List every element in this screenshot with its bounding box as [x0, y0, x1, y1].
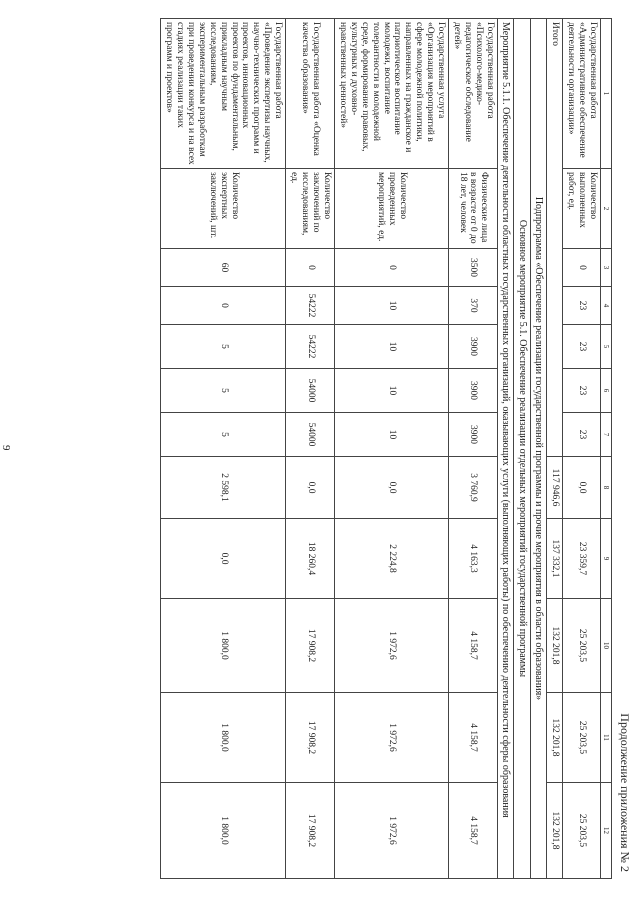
- value-cell: 23: [563, 325, 601, 369]
- value-cell: 54000: [286, 413, 335, 457]
- value-cell: 17 908,2: [286, 599, 335, 693]
- column-number: 12: [601, 783, 612, 879]
- value-cell: 5: [161, 369, 286, 413]
- value-cell: 0,0: [563, 457, 601, 519]
- table-row: [286, 19, 335, 879]
- column-number: 11: [601, 693, 612, 783]
- value-cell: 17 908,2: [286, 693, 335, 783]
- total-value: 132 201,8: [547, 693, 563, 783]
- value-cell: 5: [161, 413, 286, 457]
- section-heading: Мероприятие 5.1.1. Обеспечение деятельности областных государственных организаций, оказывающих услуги (выполняющих работы) по обеспечению деятельности сферы образования: [497, 19, 514, 879]
- value-cell: 4 158,7: [449, 599, 498, 693]
- total-value: 117 946,6: [547, 457, 563, 519]
- value-cell: 1 800,0: [161, 599, 286, 693]
- indicator: Физические лица в возрасте от 0 до 18 лет, человек: [449, 169, 498, 249]
- table-row: [547, 19, 563, 879]
- section-heading: Подпрограмма «Обеспечение реализации государственной программы и прочие мероприятия в области образования»: [530, 19, 547, 879]
- value-cell: 5: [161, 325, 286, 369]
- value-cell: 3 760,9: [449, 457, 498, 519]
- value-cell: 10: [334, 325, 448, 369]
- column-number: 4: [601, 287, 612, 325]
- column-number-row: [601, 19, 612, 879]
- value-cell: 17 908,2: [286, 783, 335, 879]
- indicator: Количество проведенных мероприятий, ед.: [334, 169, 448, 249]
- value-cell: 25 203,5: [563, 693, 601, 783]
- table-row: [530, 19, 547, 879]
- value-cell: 23: [563, 287, 601, 325]
- column-number: 6: [601, 369, 612, 413]
- total-value: 132 201,8: [547, 783, 563, 879]
- value-cell: 0: [334, 249, 448, 287]
- indicator: Количество заключений по исследованиям, ед.: [286, 169, 335, 249]
- value-cell: 54222: [286, 287, 335, 325]
- column-number: 8: [601, 457, 612, 519]
- value-cell: 3900: [449, 369, 498, 413]
- work-name: Государственная работа «Административное обеспечение деятельности организации»: [563, 19, 601, 169]
- value-cell: 10: [334, 369, 448, 413]
- value-cell: 54000: [286, 369, 335, 413]
- value-cell: 10: [334, 413, 448, 457]
- value-cell: 1 972,6: [334, 693, 448, 783]
- column-number: 5: [601, 325, 612, 369]
- total-value: 137 332,1: [547, 519, 563, 599]
- table-row: [514, 19, 531, 879]
- column-number: 7: [601, 413, 612, 457]
- value-cell: 23 359,7: [563, 519, 601, 599]
- document-sheet: [42, 18, 632, 878]
- appendix-note: Продолжение приложения № 2: [618, 713, 632, 872]
- value-cell: 0,0: [161, 519, 286, 599]
- column-number: 10: [601, 599, 612, 693]
- value-cell: 1 800,0: [161, 783, 286, 879]
- value-cell: 23: [563, 413, 601, 457]
- work-name: Государственная работа «Оценка качества образования»: [286, 19, 335, 169]
- work-name: Государственная услуга «Организация мероприятий в сфере молодежной политики, направленных на гражданское и патриотическое воспитание молодежи, воспитание толерантности в молодежной среде, формирование правовых, культурных и духовно-нравственных ценностей»: [334, 19, 448, 169]
- value-cell: 3500: [449, 249, 498, 287]
- value-cell: 25 203,5: [563, 599, 601, 693]
- column-number: 2: [601, 169, 612, 249]
- value-cell: 25 203,5: [563, 783, 601, 879]
- value-cell: 1 972,6: [334, 599, 448, 693]
- value-cell: 0: [563, 249, 601, 287]
- total-value: 132 201,8: [547, 599, 563, 693]
- section-heading: Основное мероприятие 5.1. Обеспечение реализации отдельных мероприятий государственной программы: [514, 19, 531, 879]
- value-cell: 54222: [286, 325, 335, 369]
- table-row: [449, 19, 498, 879]
- value-cell: 18 260,4: [286, 519, 335, 599]
- page-number: 9: [0, 445, 12, 451]
- work-name: Государственная работа «Проведение экспертизы научных, научно-технических программ и проектов, инновационных проектов по фундаментальным, прикладным научным исследованиям, экспериментальным разработкам при проведении конкурса и на всех стадиях реализации таких программ и проектов»: [161, 19, 286, 169]
- value-cell: 1 972,6: [334, 783, 448, 879]
- indicator: Количество выполненных работ, ед.: [563, 169, 601, 249]
- column-number: 9: [601, 519, 612, 599]
- value-cell: 23: [563, 369, 601, 413]
- value-cell: 2 598,1: [161, 457, 286, 519]
- value-cell: 1 800,0: [161, 693, 286, 783]
- table-row: [563, 19, 601, 879]
- column-number: 1: [601, 19, 612, 169]
- value-cell: 0: [161, 287, 286, 325]
- value-cell: 4 158,7: [449, 693, 498, 783]
- value-cell: 4 163,3: [449, 519, 498, 599]
- work-name: Государственная работа «Психолого-медико-педагогическое обследование детей»: [449, 19, 498, 169]
- value-cell: 0: [286, 249, 335, 287]
- value-cell: 0,0: [334, 457, 448, 519]
- value-cell: 4 158,7: [449, 783, 498, 879]
- value-cell: 3900: [449, 325, 498, 369]
- table-row: [334, 19, 448, 879]
- value-cell: 2 224,8: [334, 519, 448, 599]
- program-table: [160, 18, 612, 879]
- table-row: [161, 19, 286, 879]
- value-cell: 370: [449, 287, 498, 325]
- total-label: Итого: [547, 19, 563, 457]
- indicator: Количество экспертных заключений, шт.: [161, 169, 286, 249]
- value-cell: 60: [161, 249, 286, 287]
- value-cell: 0,0: [286, 457, 335, 519]
- value-cell: 3900: [449, 413, 498, 457]
- column-number: 3: [601, 249, 612, 287]
- value-cell: 10: [334, 287, 448, 325]
- table-row: [497, 19, 514, 879]
